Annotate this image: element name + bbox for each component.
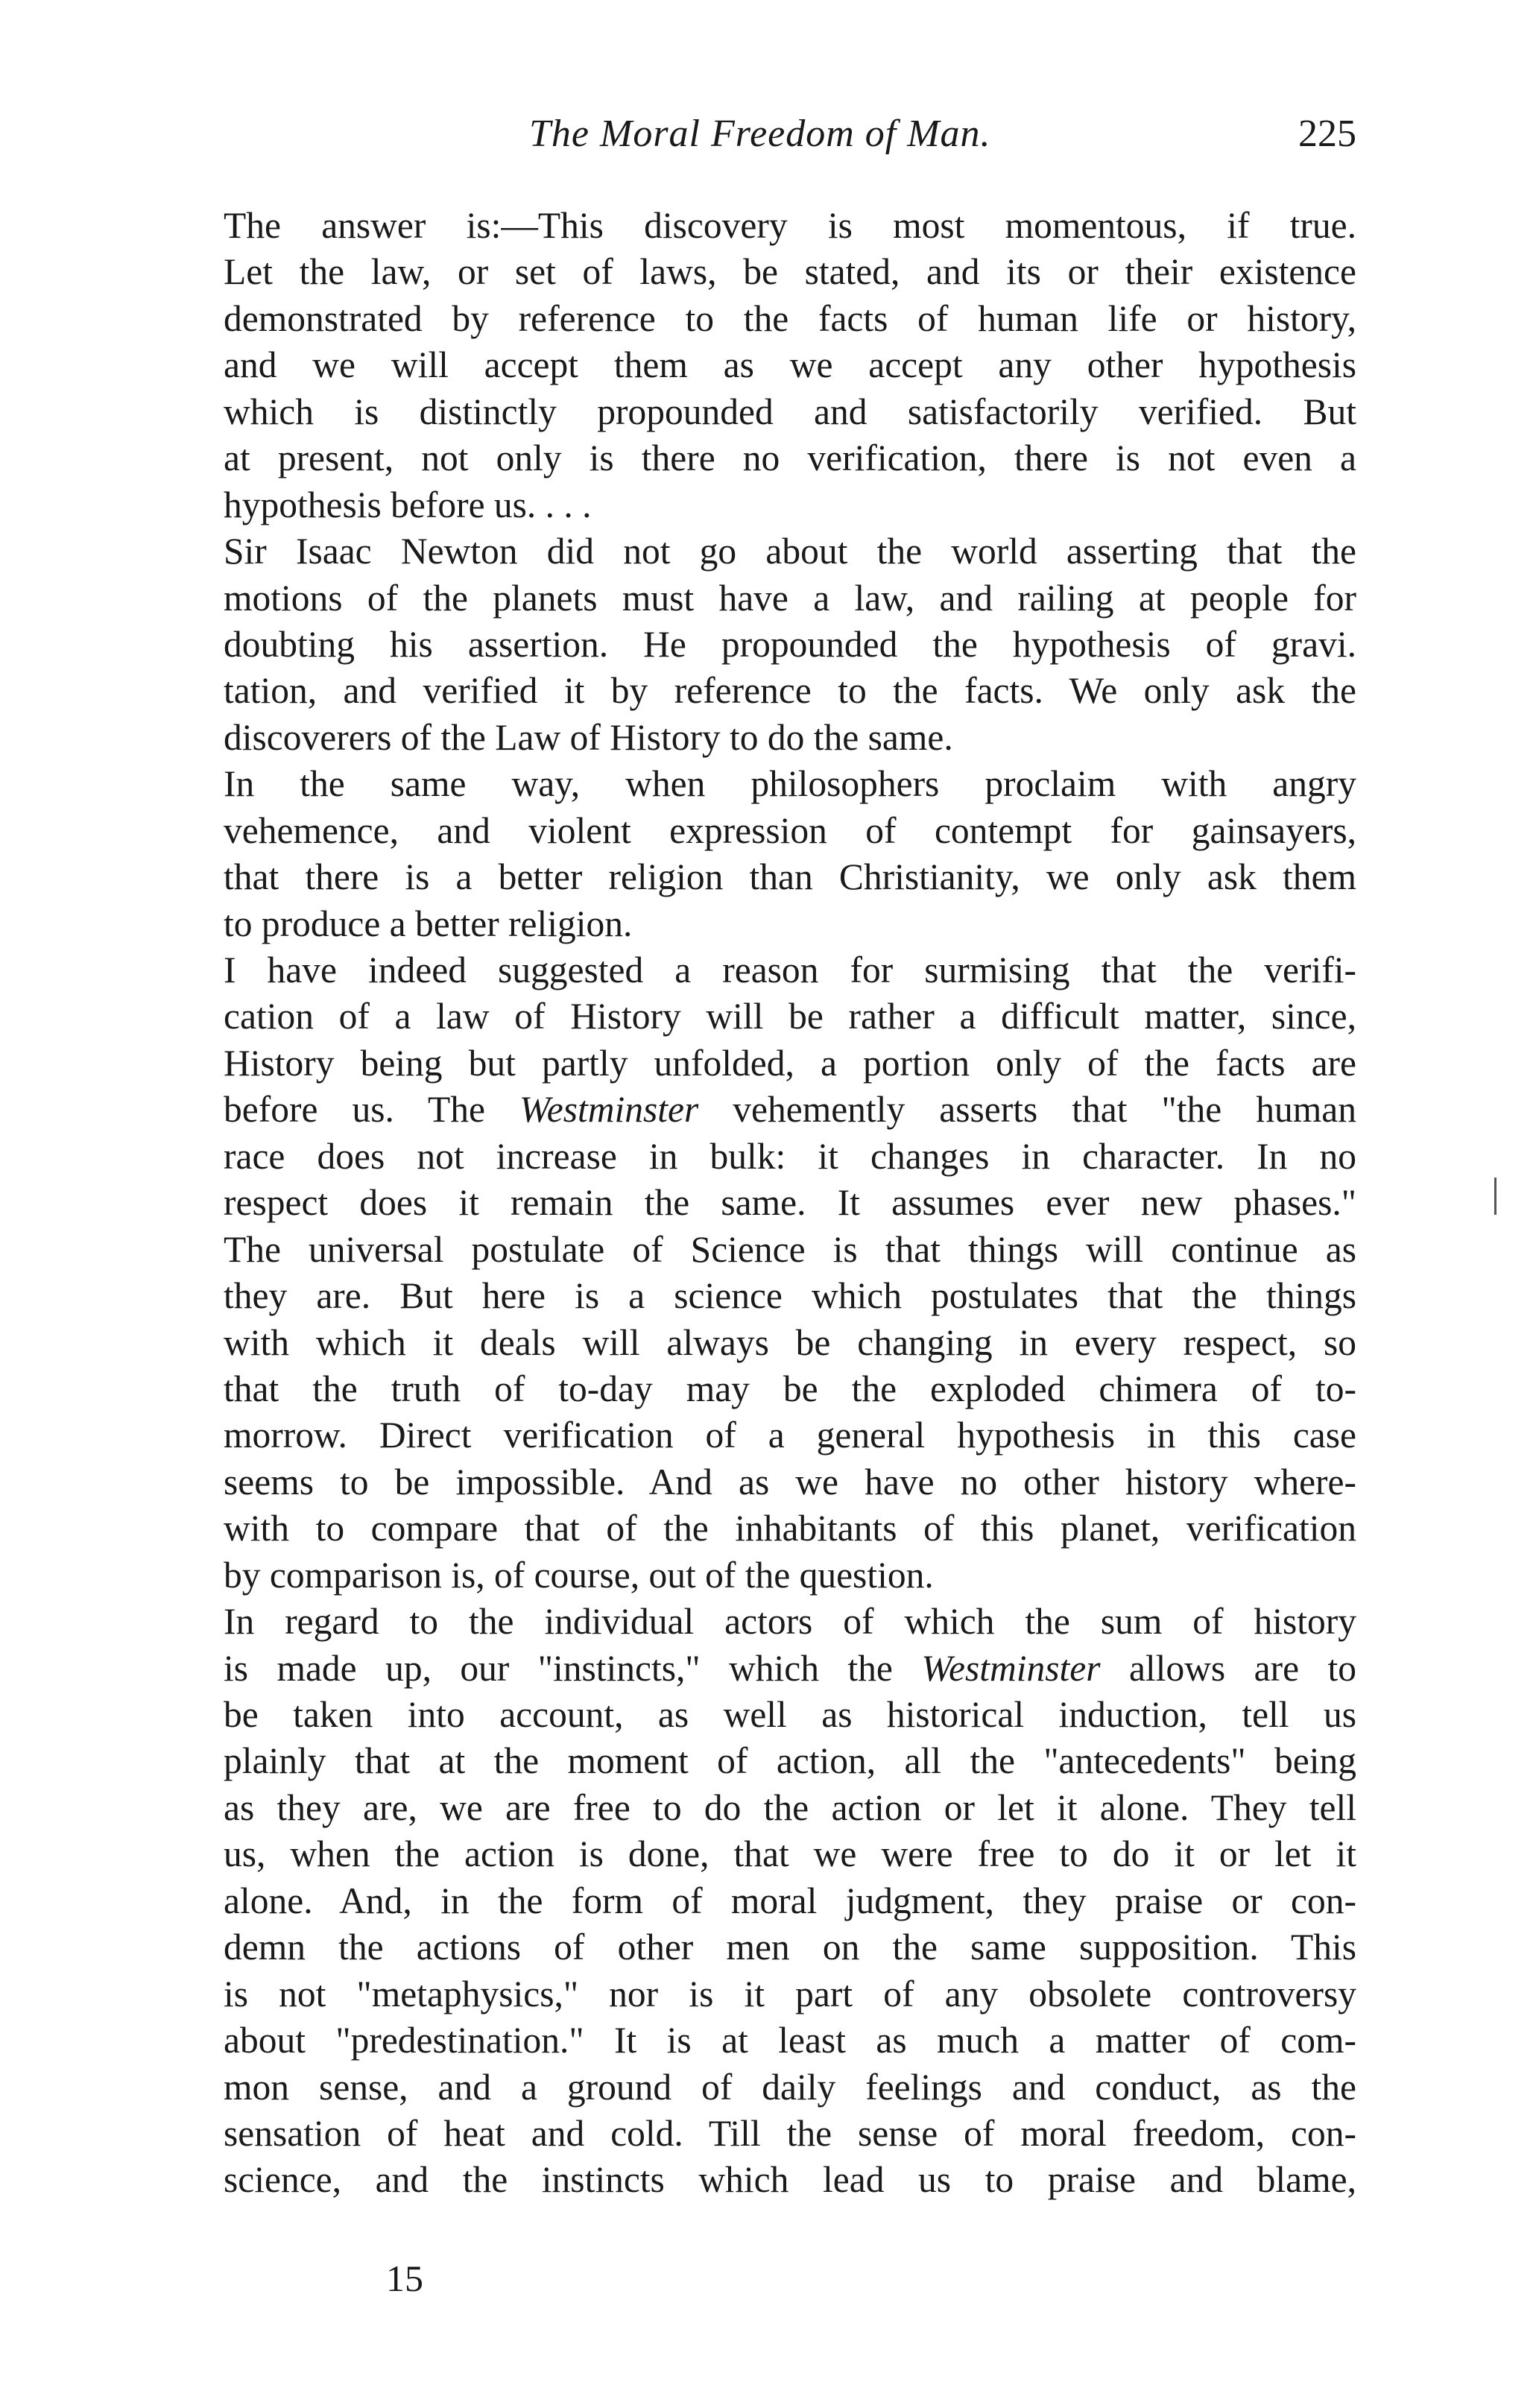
text-line: race does not increase in bulk: it changes in character. In no [224, 1135, 1356, 1177]
text-line: with which it deals will always be changing in every respect, so [224, 1321, 1356, 1363]
text-line: with to compare that of the inhabitants of this planet, verification [224, 1508, 1356, 1549]
text-line: The universal postulate of Science is that things will continue as [224, 1228, 1356, 1270]
text-line: Let the law, or set of laws, be stated, and its or their existence [224, 251, 1356, 293]
text-line: vehemence, and violent expression of contempt for gainsayers, [224, 809, 1356, 851]
text-line: In the same way, when philosophers proclaim with angry [224, 763, 1356, 805]
text-line: that there is a better religion than Christianity, we only ask them [224, 856, 1356, 898]
text-line: by comparison is, of course, out of the question. [224, 1554, 934, 1596]
text-line: cation of a law of History will be rather a difficult matter, since, [224, 996, 1356, 1037]
text-line: at present, not only is there no verification, there is not even a [224, 437, 1356, 479]
text-line: hypothesis before us. . . . [224, 484, 592, 525]
page-header [224, 112, 1356, 179]
text-line: which is distinctly propounded and satisfactorily verified. But [224, 391, 1356, 432]
text-line: The answer is:—This discovery is most momentous, if true. [224, 205, 1356, 246]
text-line: before us. The Westminster vehemently asserts that "the human [224, 1089, 1356, 1131]
text-line: I have indeed suggested a reason for surmising that the verifi- [224, 949, 1356, 990]
text-line: is made up, our "instincts," which the Westminster allows are to [224, 1647, 1356, 1689]
text-line: In regard to the individual actors of which the sum of history [224, 1601, 1356, 1643]
text-line: seems to be impossible. And as we have no other history where- [224, 1461, 1356, 1502]
signature-mark: 15 [386, 2257, 423, 2299]
text-line: demonstrated by reference to the facts of human life or history, [224, 297, 1356, 339]
text-line: doubting his assertion. He propounded the hypothesis of gravi. [224, 623, 1356, 665]
margin-mark [1494, 1178, 1497, 1215]
text-line: Sir Isaac Newton did not go about the world asserting that the [224, 531, 1356, 572]
text-line: that the truth of to-day may be the exploded chimera of to- [224, 1368, 1356, 1409]
text-line: plainly that at the moment of action, all the "antecedents" being [224, 1740, 1356, 1782]
text-line: about "predestination." It is at least as much a matter of com- [224, 2020, 1356, 2061]
text-line: tation, and verified it by reference to the facts. We only ask the [224, 670, 1356, 712]
text-line: discoverers of the Law of History to do the same. [224, 716, 953, 758]
running-title: The Moral Freedom of Man. [529, 113, 991, 155]
text-line: science, and the instincts which lead us to praise and blame, [224, 2159, 1356, 2201]
text-line: motions of the planets must have a law, and railing at people for [224, 577, 1356, 619]
body-text [224, 203, 1356, 2204]
text-line: they are. But here is a science which postulates that the things [224, 1275, 1356, 1317]
text-line: morrow. Direct verification of a general hypothesis in this case [224, 1415, 1356, 1456]
text-line: us, when the action is done, that we were free to do it or let it [224, 1833, 1356, 1875]
text-line: mon sense, and a ground of daily feelings and conduct, as the [224, 2066, 1356, 2108]
text-line: as they are, we are free to do the action or let it alone. They tell [224, 1786, 1356, 1828]
text-line: be taken into account, as well as historical induction, tell us [224, 1694, 1356, 1735]
text-line: to produce a better religion. [224, 903, 633, 944]
text-line: sensation of heat and cold. Till the sense of moral freedom, con- [224, 2112, 1356, 2154]
text-line: alone. And, in the form of moral judgment, they praise or con- [224, 1880, 1356, 1921]
text-line: History being but partly unfolded, a portion only of the facts are [224, 1042, 1356, 1084]
page-number: 225 [1298, 113, 1356, 155]
text-line: and we will accept them as we accept any other hypothesis [224, 344, 1356, 386]
text-line: demn the actions of other men on the same supposition. This [224, 1927, 1356, 1968]
text-line: is not "metaphysics," nor is it part of any obsolete controversy [224, 1973, 1356, 2014]
text-line: respect does it remain the same. It assumes ever new phases." [224, 1182, 1356, 1224]
